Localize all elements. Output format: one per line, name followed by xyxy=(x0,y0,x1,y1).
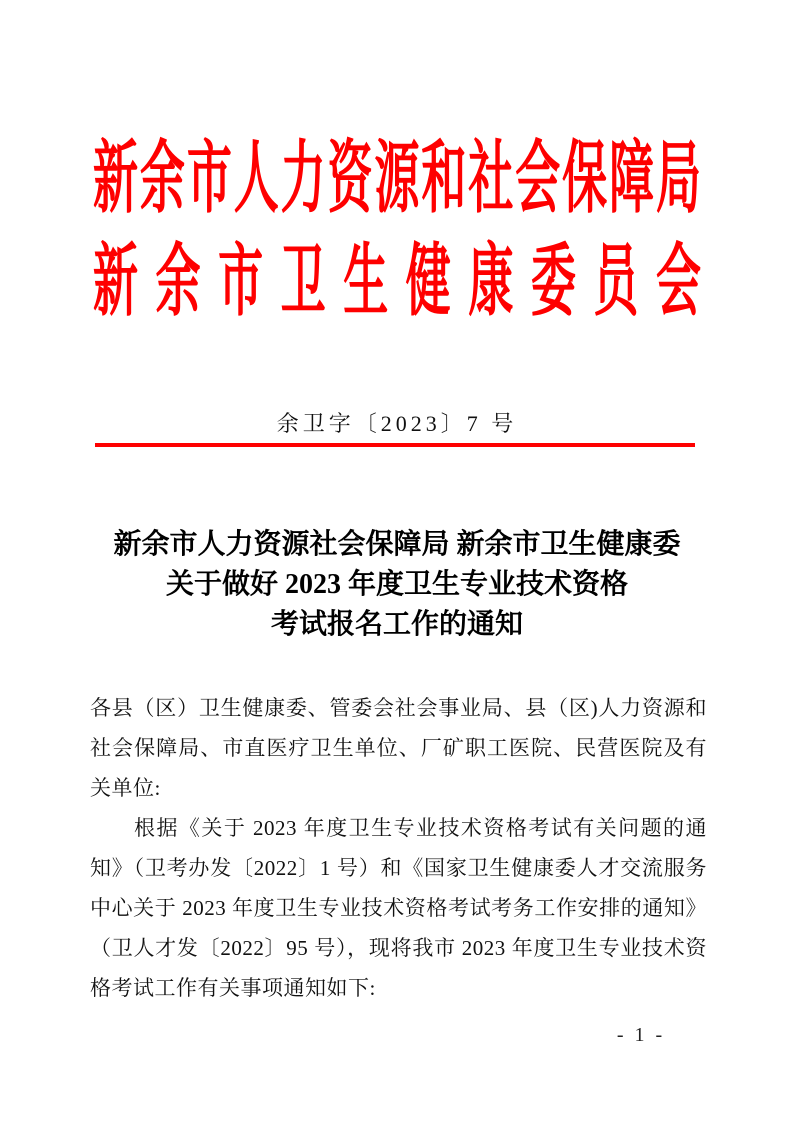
body-paragraph-2-line-4: （卫人才发〔2022〕95 号），现将我市 2023 年度卫生专业技术资 xyxy=(90,936,707,960)
page-number: - 1 - xyxy=(616,1024,666,1046)
notice-body xyxy=(90,688,707,1008)
body-paragraph-1-line-3: 关单位: xyxy=(90,776,161,800)
body-paragraph-1-line-2: 社会保障局、市直医疗卫生单位、厂矿职工医院、民营医院及有 xyxy=(90,736,707,760)
body-paragraph-2-line-2: 知》（卫考办发〔2022〕1 号）和《国家卫生健康委人才交流服务 xyxy=(90,856,707,880)
body-paragraph-2-line-3: 中心关于 2023 年度卫生专业技术资格考试考务工作安排的通知》 xyxy=(90,896,707,920)
letterhead-org-line-1: 新余市人力资源和社会保障局 xyxy=(93,134,701,223)
body-paragraph-1-line-1: 各县（区）卫生健康委、管委会社会事业局、县（区)人力资源和 xyxy=(90,696,707,720)
notice-title xyxy=(83,525,711,645)
notice-title-line-2: 关于做好 2023 年度卫生专业技术资格 xyxy=(165,569,628,600)
body-paragraph-2-line-1: 根据《关于 2023 年度卫生专业技术资格考试有关问题的通 xyxy=(134,816,707,840)
body-paragraph-2-line-5: 格考试工作有关事项通知如下: xyxy=(90,976,376,1000)
letterhead-org-line-2: 新余市卫生健康委员会 xyxy=(93,237,701,326)
doc-number: 余卫字〔2023〕7 号 xyxy=(276,411,518,436)
notice-title-line-3: 考试报名工作的通知 xyxy=(270,609,523,640)
red-separator-line xyxy=(95,443,695,447)
notice-title-line-1: 新余市人力资源社会保障局 新余市卫生健康委 xyxy=(113,529,681,560)
